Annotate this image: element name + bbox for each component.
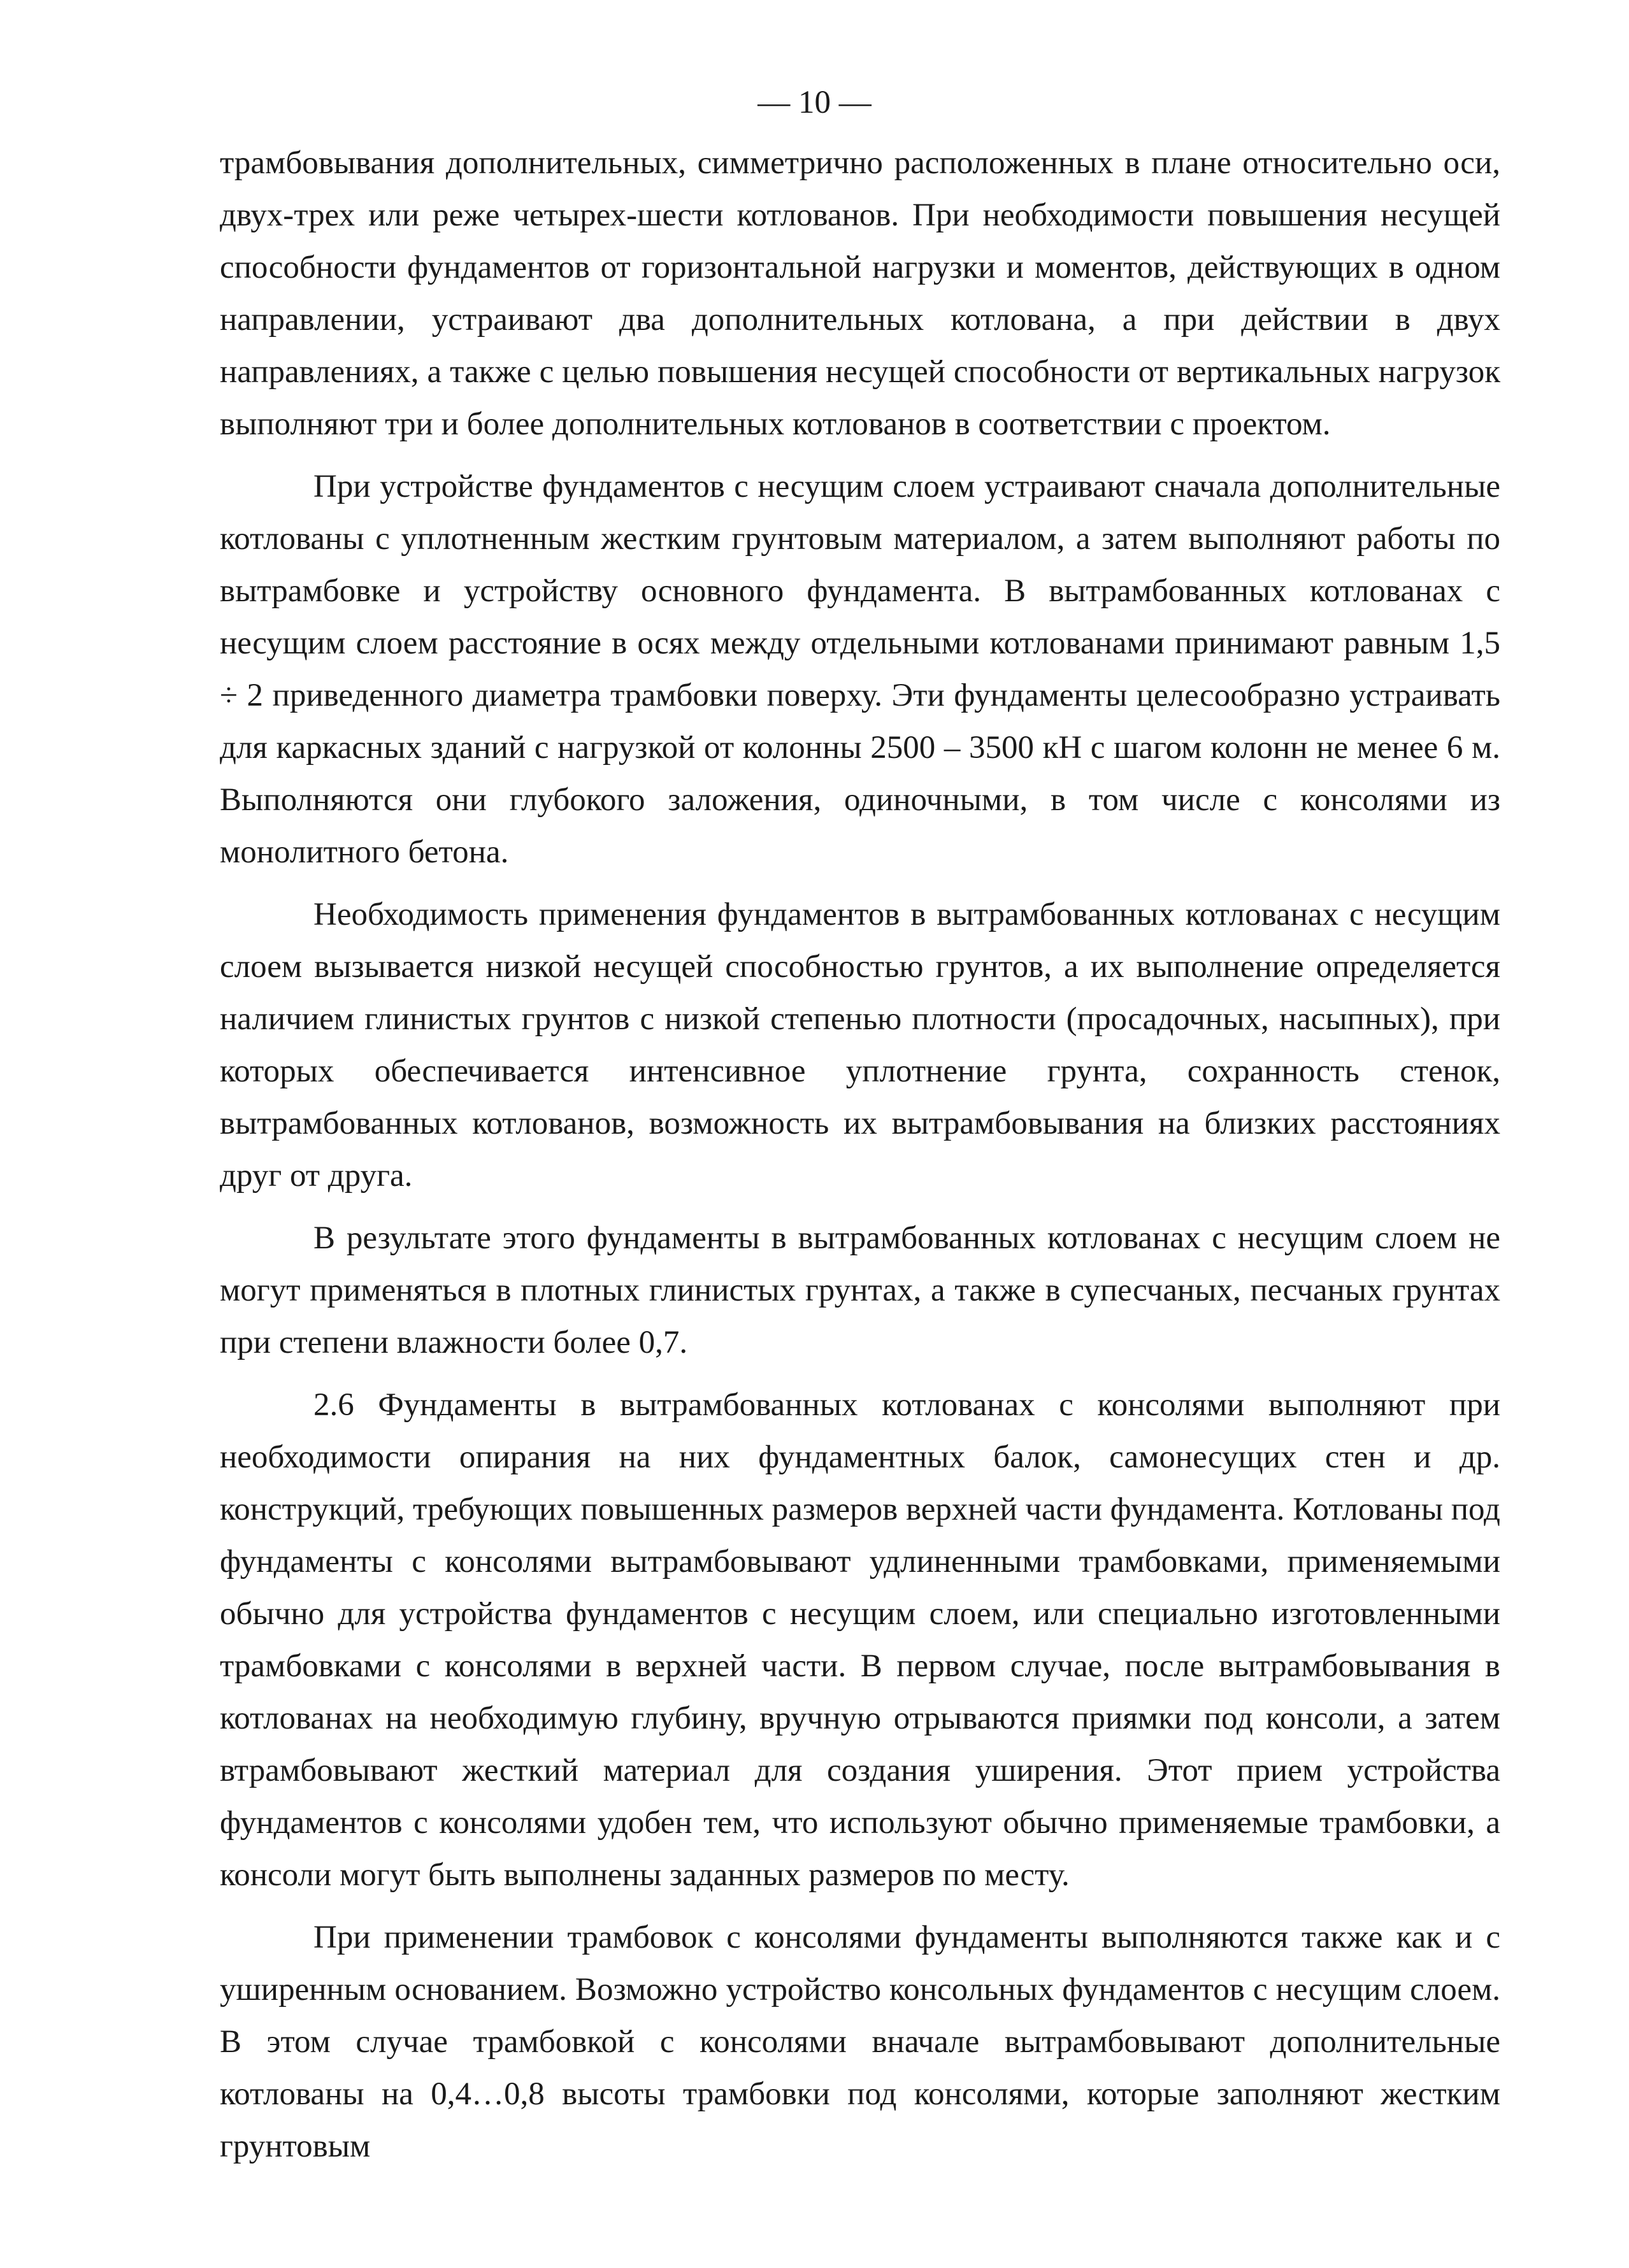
paragraph-necessity: Необходимость применения фундаментов в вытрамбованных котлованах с несущим слоем вызывается низкой несущей способностью грунтов, а их выполнение определяется наличием глинистых грунтов с низкой степенью плотности (просадочных, насыпных), при которых обеспечивается интенсивное уплотнение грунта, сохранность стенок, вытрамбованных котлованов, возможность их вытрамбовывания на близких расстояниях друг от друга. — [220, 897, 1500, 1194]
paragraph-result: В результате этого фундаменты в вытрамбованных котлованах с несущим слоем не могут применяться в плотных глинистых грунтах, а также в супесчаных, песчаных грунтах при степени влажности более 0,7. — [220, 1220, 1500, 1360]
page-number: — 10 — — [757, 85, 872, 120]
paragraph-console-rammers: При применении трамбовок с консолями фундаменты выполняются также как и с уширенным основанием. Возможно устройство консольных фундаментов с несущим слоем. В этом случае трамбовкой с консолями вначале вытрамбовывают дополнительные котлованы на 0,4…0,8 высоты трамбовки под консолями, которые заполняют жестким грунтовым — [220, 1920, 1500, 2164]
paragraph-section-2-6: 2.6 Фундаменты в вытрамбованных котлованах с консолями выполняют при необходимости опирания на них фундаментных балок, самонесущих стен и др. конструкций, требующих повышенных размеров верхней части фундамента. Котлованы под фундаменты с консолями вытрамбовывают удлиненными трамбовками, применяемыми обычно для устройства фундаментов с несущим слоем, или специально изготовленными трамбовками с консолями в верхней части. В первом случае, после вытрамбовывания в котлованах на необходимую глубину, вручную отрываются приямки под консоли, а затем втрамбовывают жесткий материал для создания уширения. Этот прием устройства фундаментов с консолями удобен тем, что используют обычно применяемые трамбовки, а консоли могут быть выполнены заданных размеров по месту. — [220, 1387, 1500, 1893]
document-body — [220, 137, 1500, 2172]
paragraph-continuation: трамбовывания дополнительных, симметрично расположенных в плане относительно оси, двух-трех или реже четырех-шести котлованов. При необходимости повышения несущей способности фундаментов от горизонтальной нагрузки и моментов, действующих в одном направлении, устраивают два дополнительных котлована, а при действии в двух направлениях, а также с целью повышения несущей способности от вертикальных нагрузок выполняют три и более дополнительных котлованов в соответствии с проектом. — [220, 145, 1500, 442]
paragraph-bearing-layer: При устройстве фундаментов с несущим слоем устраивают сначала дополнительные котлованы с уплотненным жестким грунтовым материалом, а затем выполняют работы по вытрамбовке и устройству основного фундамента. В вытрамбованных котлованах с несущим слоем расстояние в осях между отдельными котлованами принимают равным 1,5 ÷ 2 приведенного диаметра трамбовки поверху. Эти фундаменты целесообразно устраивать для каркасных зданий с нагрузкой от колонны 2500 – 3500 кН с шагом колонн не менее 6 м. Выполняются они глубокого заложения, одиночными, в том числе с консолями из монолитного бетона. — [220, 469, 1500, 870]
